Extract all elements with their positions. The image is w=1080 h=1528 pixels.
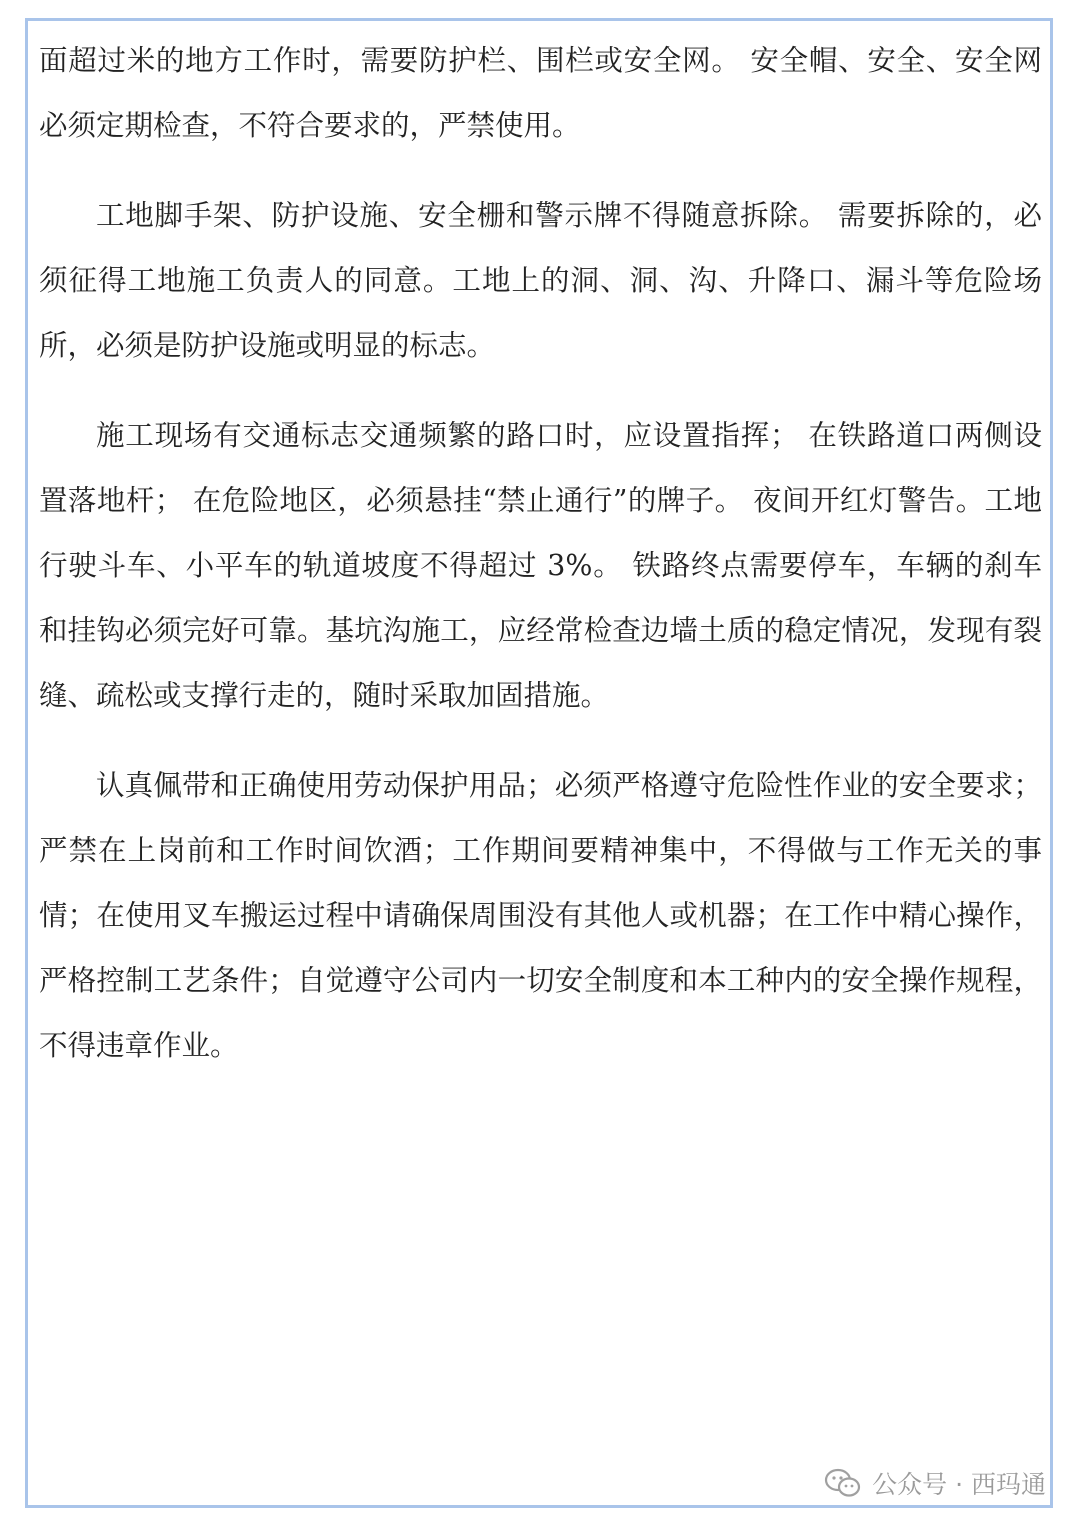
paragraph-4: 认真佩带和正确使用劳动保护用品；必须严格遵守危险性作业的安全要求；严禁在上岗前和工作时间饮酒；工作期间要精神集中，不得做与工作无关的事情；在使用叉车搬运过程中请确保周围没有其他人或机器；在工作中精心操作，严格控制工艺条件；自觉遵守公司内一切安全制度和本工种内的安全操作规程，不得违章作业。 [39,769,1042,1062]
watermark [824,1463,1046,1503]
paragraph-1: 面超过米的地方工作时，需要防护栏、围栏或安全网。 安全帽、安全、安全网必须定期检查，不符合要求的，严禁使用。 [39,44,1042,142]
wechat-icon [824,1468,862,1498]
document-body [39,28,1042,1103]
paragraph-3: 施工现场有交通标志交通频繁的路口时，应设置指挥； 在铁路道口两侧设置落地杆； 在危险地区，必须悬挂“禁止通行”的牌子。 夜间开红灯警告。工地行驶斗车、小平车的轨道坡度不得超过 3%。 铁路终点需要停车，车辆的刹车和挂钩必须完好可靠。基坑沟施工，应经常检查边墙土质的稳定情况，发现有裂缝、疏松或支撑行走的，随时采取加固措施。 [39,419,1042,712]
paragraph-2: 工地脚手架、防护设施、安全栅和警示牌不得随意拆除。 需要拆除的，必须征得工地施工负责人的同意。工地上的洞、洞、沟、升降口、漏斗等危险场所，必须是防护设施或明显的标志。 [39,199,1042,362]
watermark-text: 公众号 · 西玛通 [872,1470,1046,1499]
